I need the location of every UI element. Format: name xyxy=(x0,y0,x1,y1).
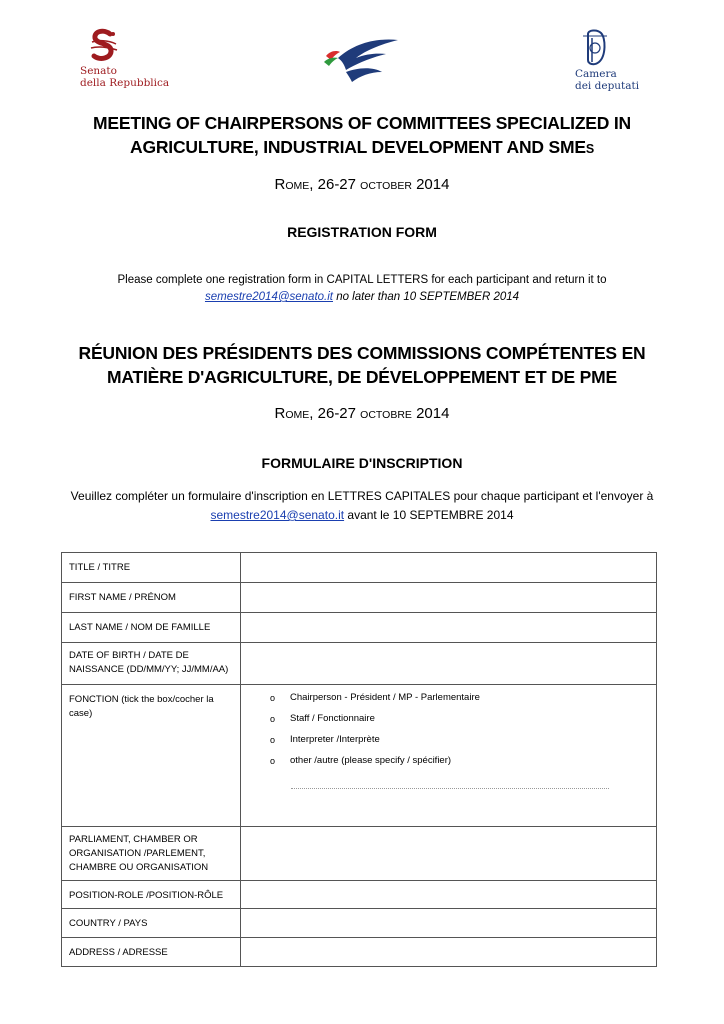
field-position[interactable] xyxy=(241,881,657,909)
row-first-name xyxy=(62,583,657,613)
french-title-line2: MATIÈRE D'AGRICULTURE, DE DÉVELOPPEMENT ET DE PME xyxy=(107,367,617,387)
french-date-year: 2014 xyxy=(411,405,450,422)
english-title-line2 xyxy=(60,135,664,161)
checkbox-circle-icon[interactable]: o xyxy=(270,735,276,745)
french-instructions-line1: Veuillez compléter un formulaire d'inscription en LETTRES CAPITALES pour chaque participant et l'envoyer à xyxy=(70,489,654,503)
senato-line2: della Repubblica xyxy=(80,77,170,89)
function-option-label: Interpreter /Interprète xyxy=(290,734,380,745)
senato-logo xyxy=(80,28,170,92)
camera-line2: dei deputati xyxy=(575,80,640,92)
english-instructions xyxy=(60,272,664,306)
label-last-name: LAST NAME / NOM DE FAMILLE xyxy=(62,613,241,643)
french-title-line1: RÉUNION DES PRÉSIDENTS DES COMMISSIONS COMPÉTENTES EN xyxy=(78,343,646,363)
checkbox-circle-icon[interactable]: o xyxy=(270,756,276,766)
label-country: COUNTRY / PAYS xyxy=(62,909,241,938)
english-deadline: no later than 10 SEPTEMBER 2014 xyxy=(333,291,520,303)
camera-logo xyxy=(575,28,645,92)
row-address xyxy=(62,938,657,967)
swallow-logo-icon xyxy=(316,36,402,88)
french-deadline: avant le 10 SEPTEMBRE 2014 xyxy=(344,508,514,522)
camera-line1: Camera xyxy=(575,68,617,80)
french-date xyxy=(60,405,664,422)
senato-emblem-icon xyxy=(86,28,122,64)
function-option-label: other /autre (please specify / spécifier) xyxy=(290,755,452,766)
function-option-staff[interactable] xyxy=(270,712,656,733)
field-dob[interactable] xyxy=(241,643,657,685)
label-parliament: PARLIAMENT, CHAMBER OR ORGANISATION /PARLEMENT, CHAMBRE OU ORGANISATION xyxy=(62,827,241,881)
field-first-name[interactable] xyxy=(241,583,657,613)
french-date-days: , 26-27 xyxy=(309,405,361,422)
label-dob: DATE OF BIRTH / DATE DE NAISSANCE (DD/MM/YY; JJ/MM/AA) xyxy=(62,643,241,685)
french-instructions-line2 xyxy=(60,506,664,525)
english-title-line2-suffix: S xyxy=(585,142,594,156)
field-function xyxy=(241,685,657,827)
french-title xyxy=(60,341,664,389)
label-function: FONCTION (tick the box/cocher la case) xyxy=(62,685,241,827)
row-title xyxy=(62,553,657,583)
row-parliament xyxy=(62,827,657,881)
other-specify-line[interactable] xyxy=(291,787,609,789)
english-instructions-line2 xyxy=(60,289,664,306)
label-position: POSITION-ROLE /POSITION-RÔLE xyxy=(62,881,241,909)
field-title[interactable] xyxy=(241,553,657,583)
english-date-ome: OME xyxy=(285,180,310,192)
french-date-r: R xyxy=(274,405,286,422)
english-email-link[interactable]: semestre2014@senato.it xyxy=(204,291,333,303)
field-last-name[interactable] xyxy=(241,613,657,643)
french-email-link[interactable]: semestre2014@senato.it xyxy=(210,508,345,522)
camera-emblem-icon xyxy=(579,28,611,68)
row-dob xyxy=(62,643,657,685)
label-title: TITLE / TITRE xyxy=(62,553,241,583)
english-date xyxy=(60,176,664,193)
function-option-chairperson[interactable] xyxy=(270,691,656,712)
function-option-other[interactable] xyxy=(270,754,656,775)
checkbox-circle-icon[interactable]: o xyxy=(270,714,276,724)
french-form-title: FORMULAIRE D'INSCRIPTION xyxy=(261,455,463,471)
english-form-title: REGISTRATION FORM xyxy=(287,224,437,240)
english-title-line2-main: AGRICULTURE, INDUSTRIAL DEVELOPMENT AND SME xyxy=(130,137,586,157)
registration-table xyxy=(61,552,657,967)
english-date-days: , 26-27 xyxy=(309,176,361,193)
checkbox-circle-icon[interactable]: o xyxy=(270,693,276,703)
english-title-line1: MEETING OF CHAIRPERSONS OF COMMITTEES SPECIALIZED IN xyxy=(93,113,631,133)
english-date-r: R xyxy=(274,176,286,193)
row-country xyxy=(62,909,657,938)
english-date-year: 2014 xyxy=(411,176,450,193)
senato-line1: Senato xyxy=(80,65,117,77)
function-option-label: Chairperson - Président / MP - Parlementaire xyxy=(290,692,480,703)
field-country[interactable] xyxy=(241,909,657,938)
english-title xyxy=(60,111,664,161)
french-instructions xyxy=(60,487,664,525)
function-option-label: Staff / Fonctionnaire xyxy=(290,713,375,724)
row-last-name xyxy=(62,613,657,643)
label-address: ADDRESS / ADRESSE xyxy=(62,938,241,967)
row-position xyxy=(62,881,657,909)
field-parliament[interactable] xyxy=(241,827,657,881)
french-date-ome: OME xyxy=(285,409,310,421)
row-function xyxy=(62,685,657,827)
function-option-interpreter[interactable] xyxy=(270,733,656,754)
english-date-month: OCTOBER xyxy=(360,180,412,192)
function-options xyxy=(241,685,656,775)
french-date-month: OCTOBRE xyxy=(360,409,412,421)
field-address[interactable] xyxy=(241,938,657,967)
label-first-name: FIRST NAME / PRÉNOM xyxy=(62,583,241,613)
english-instructions-line1: Please complete one registration form in CAPITAL LETTERS for each participant and return it to xyxy=(117,274,607,286)
